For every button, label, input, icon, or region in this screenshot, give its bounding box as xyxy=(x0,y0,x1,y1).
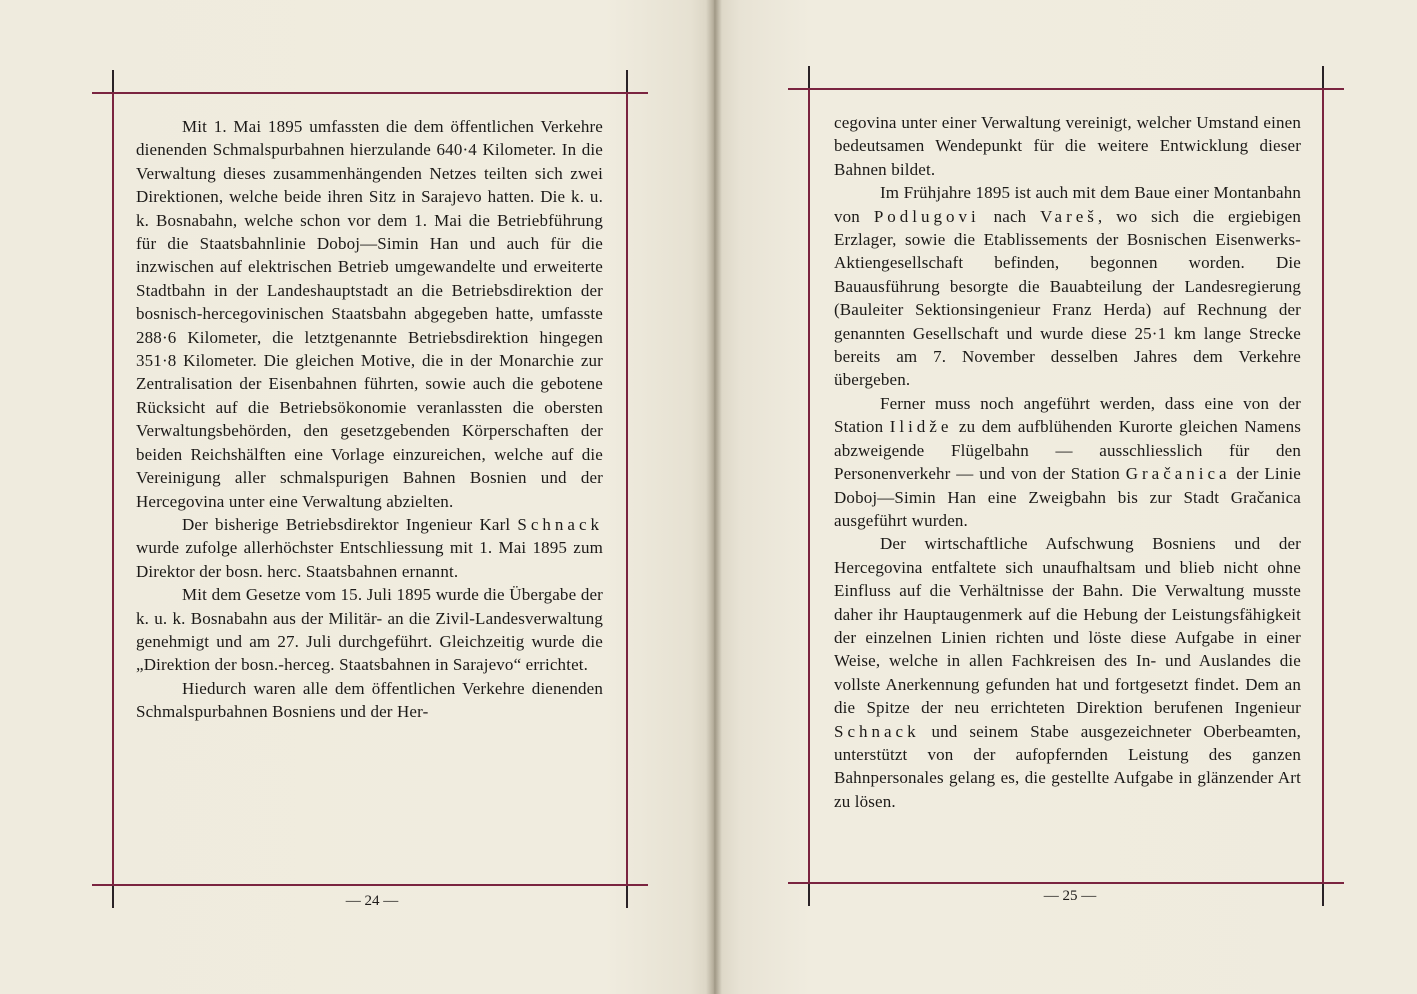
right-paragraph-4: Der wirtschaftliche Aufschwung Bosniens und der Hercegovina entfaltete sich unaufhaltsam und blieb nicht ohne Einfluss auf die Verhältnisse der Bahn. Die Verwaltung musste daher ihr Hauptaugenmerk auf die Hebung der Leistungsfähigkeit der einzelnen Linien richten und löste diese Aufgabe in einer Weise, welche in allen Fachkreisen des In- und Auslandes die vollste Anerkennung gefunden hat und fortgesetzt findet. Dem an die Spitze der neu errichteten Direktion berufenen Ingenieur Schnack und seinem Stabe ausgezeichneter Oberbeamten, unterstützt von der aufopfernden Leistung des ganzen Bahnpersonales gelang es, die gestellte Aufgabe in glänzender Art zu lösen. xyxy=(834,534,1301,811)
left-corner-tick-br xyxy=(626,886,628,908)
left-paragraph-3: Mit dem Gesetze vom 15. Juli 1895 wurde die Übergabe der k. u. k. Bosnabahn aus der Militär- an die Zivil-Landesverwaltung genehmigt und am 27. Juli durchgeführt. Gleichzeitig wurde die „Direktion der bosn.-herceg. Staatsbahnen in Sarajevo“ errichtet. xyxy=(136,585,603,675)
left-paragraph-2: Der bisherige Betriebsdirektor Ingenieur Karl Schnack wurde zufolge allerhöchster Entschliessung mit 1. Mai 1895 zum Direktor der bosn. herc. Staatsbahnen ernannt. xyxy=(136,514,603,581)
right-corner-tick-bl xyxy=(808,884,810,906)
left-frame-right-line xyxy=(626,92,628,886)
left-frame-top-line xyxy=(92,92,648,94)
left-corner-tick-tr xyxy=(626,70,628,92)
right-frame-right-line xyxy=(1322,88,1324,884)
right-corner-tick-tl xyxy=(808,66,810,88)
place-gracanica: Gračanica xyxy=(1125,464,1231,484)
place-ilidze: Ilidže xyxy=(889,417,953,437)
page-number-right: — 25 — xyxy=(1043,888,1097,904)
right-corner-tick-br xyxy=(1322,884,1324,906)
right-frame-left-line xyxy=(808,88,810,884)
left-text-block xyxy=(136,115,603,724)
book-gutter xyxy=(706,0,722,994)
right-frame-top-line xyxy=(788,88,1344,90)
page-number-left: — 24 — xyxy=(345,893,399,909)
left-frame-bottom-line xyxy=(92,884,648,886)
right-page xyxy=(712,0,1417,994)
left-paragraph-1: Mit 1. Mai 1895 umfassten die dem öffentlichen Verkehre dienenden Schmalspurbahnen hierzulande 640·4 Kilometer. In die Verwaltung dieses zusammenhängenden Netzes teilten sich zwei Direktionen, welche beide ihren Sitz in Sarajevo hatten. Die k. u. k. Bosnabahn, welche schon vor dem 1. Mai die Betriebführung für die Staatsbahnlinie Doboj—Simin Han und auch für die inzwischen auf elektrischen Betrieb umgewandelte und erweiterte Stadtbahn in der Landeshauptstadt an die Betriebsdirektion der bosnisch-hercegovinischen Staatsbahn abgegeben hatte, umfasste 288·6 Kilometer, die letztgenannte Betriebsdirektion hingegen 351·8 Kilometer. Die gleichen Motive, die in der Monarchie zur Zentralisation der Eisenbahnen führten, sowie auch die gebotene Rücksicht auf die Betriebsökonomie veranlassten die obersten Verwaltungsbehörden, den gesetzgebenden Körperschaften der beiden Reichshälften eine Vorlage einzureichen, welche auf die Vereinigung aller schmalspurigen Bahnen Bosnien und der Hercegovina unter eine Verwaltung abzielten. xyxy=(136,117,603,511)
name-schnack-2: Schnack xyxy=(834,721,920,741)
right-paragraph-3: Ferner muss noch angeführt werden, dass eine von der Station Ilidže zu dem aufblühenden Kurorte gleichen Namens abzweigende Flügelbahn — ausschliesslich für den Personenverkehr — und von der Station Gračanica der Linie Doboj—Simin Han eine Zweigbahn bis zur Stadt Gračanica ausgeführt wurden. xyxy=(834,393,1301,530)
name-schnack: Schnack xyxy=(517,514,603,534)
place-podlugovi: Podlugovi xyxy=(873,206,980,226)
left-frame-left-line xyxy=(112,92,114,886)
left-corner-tick-bl xyxy=(112,886,114,908)
left-paragraph-4: Hiedurch waren alle dem öffentlichen Verkehre dienenden Schmalspurbahnen Bosniens und der Her- xyxy=(136,678,603,722)
place-vares: Vareš xyxy=(1040,206,1098,226)
right-corner-tick-tr xyxy=(1322,66,1324,88)
left-corner-tick-tl xyxy=(112,70,114,92)
right-frame-bottom-line xyxy=(788,882,1344,884)
right-paragraph-2: Im Frühjahre 1895 ist auch mit dem Baue einer Montanbahn von Podlugovi nach Vareš, wo sich die ergiebigen Erzlager, sowie die Etablissements der Bosnischen Eisenwerks-Aktiengesellschaft befinden, begonnen worden. Die Bauausführung besorgte die Bauabteilung der Landesregierung (Bauleiter Sektionsingenieur Franz Herda) auf Rechnung der genannten Gesellschaft und wurde diese 25·1 km lange Strecke bereits am 7. November desselben Jahres dem Verkehre übergeben. xyxy=(834,183,1301,390)
right-paragraph-1: cegovina unter einer Verwaltung vereinigt, welcher Umstand einen bedeutsamen Wendepunkt für die weitere Entwicklung dieser Bahnen bildet. xyxy=(834,113,1301,179)
right-text-block xyxy=(834,111,1301,813)
